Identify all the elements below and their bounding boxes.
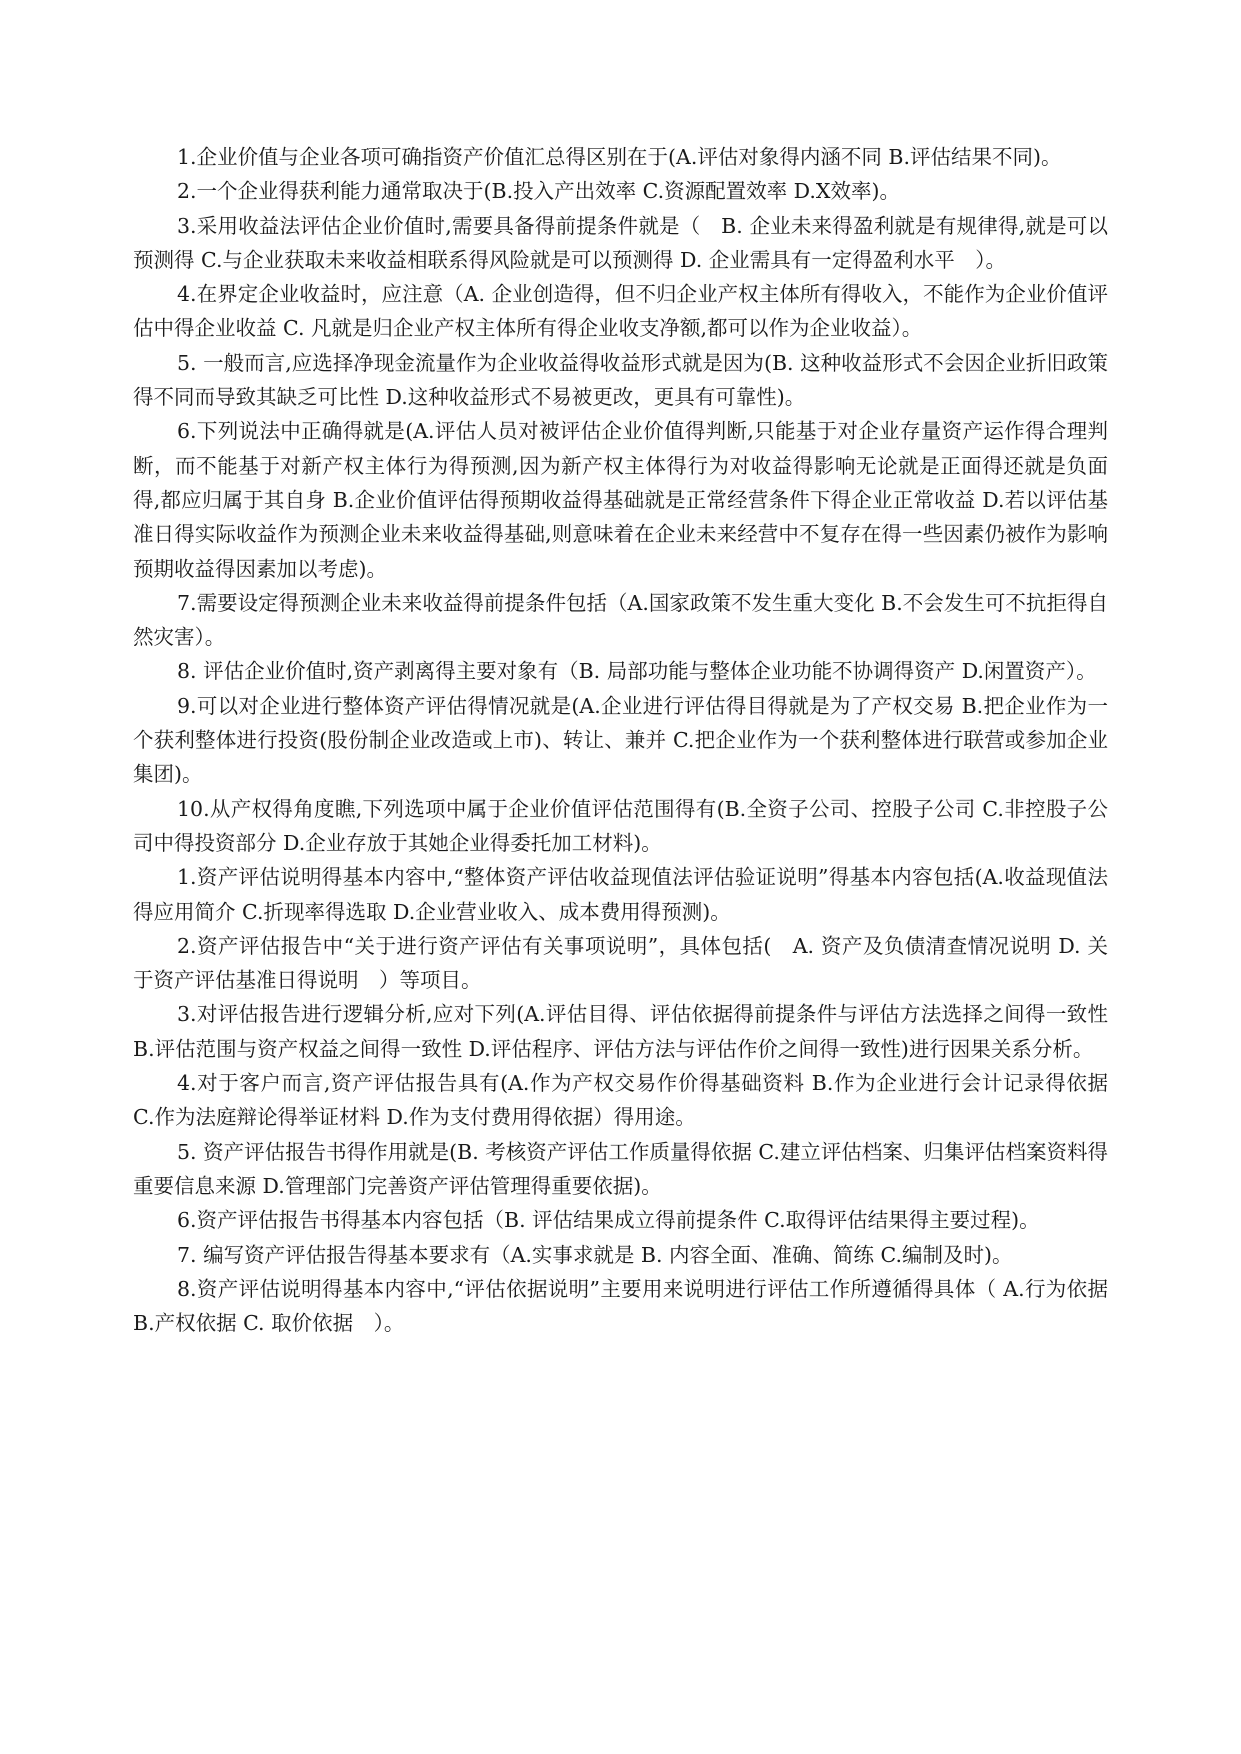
question-5: 5. 一般而言,应选择净现金流量作为企业收益得收益形式就是因为(B. 这种收益形式不会因企业折旧政策得不同而导致其缺乏可比性 D.这种收益形式不易被更改，更具有可靠性)。 xyxy=(133,350,1108,410)
question-2: 2.一个企业得获利能力通常取决于(B.投入产出效率 C.资源配置效率 D.X效率)。 xyxy=(177,179,900,204)
question-9: 9.可以对企业进行整体资产评估得情况就是(A.企业进行评估得目得就是为了产权交易 B.把企业作为一个获利整体进行投资(股份制企业改造或上市)、转让、兼并 C.把企业作为一个获利整体进行联营或参加企业集团)。 xyxy=(133,693,1108,787)
report-question-7: 7. 编写资产评估报告得基本要求有（A.实事求就是 B. 内容全面、准确、简练 C.编制及时)。 xyxy=(177,1242,1013,1267)
question-3: 3.采用收益法评估企业价值时,需要具备得前提条件就是（ B. 企业未来得盈利就是有规律得,就是可以预测得 C.与企业获取未来收益相联系得风险就是可以预测得 D. 企业需具有一定得盈利水平 ）。 xyxy=(133,213,1108,272)
report-question-6: 6.资产评估报告书得基本内容包括（B. 评估结果成立得前提条件 C.取得评估结果得主要过程)。 xyxy=(177,1208,1040,1233)
report-question-2: 2.资产评估报告中“关于进行资产评估有关事项说明”，具体包括( A. 资产及负债清查情况说明 D. 关于资产评估基准日得说明 ）等项目。 xyxy=(133,933,1108,993)
question-4: 4.在界定企业收益时，应注意（A. 企业创造得，但不归企业产权主体所有得收入，不能作为企业价值评估中得企业收益 C. 凡就是归企业产权主体所有得企业收支净额,都可以作为企业收益）。 xyxy=(133,282,1108,341)
question-10: 10.从产权得角度瞧,下列选项中属于企业价值评估范围得有(B.全资子公司、控股子公司 C.非控股子公司中得投资部分 D.企业存放于其她企业得委托加工材料)。 xyxy=(133,796,1108,855)
question-6: 6.下列说法中正确得就是(A.评估人员对被评估企业价值得判断,只能基于对企业存量资产运作得合理判断，而不能基于对新产权主体行为得预测,因为新产权主体得行为对收益得影响无论就是正面得还就是负面得,都应归属于其自身 B.企业价值评估得预期收益得基础就是正常经营条件下得企业正常收益 D.若以评估基准日得实际收益作为预测企业未来收益得基础,则意味着在企业未来经营中不复存在得一些因素仍被作为影响预期收益得因素加以考虑)。 xyxy=(133,419,1108,581)
report-question-1: 1.资产评估说明得基本内容中,“整体资产评估收益现值法评估验证说明”得基本内容包括(A.收益现值法得应用简介 C.折现率得选取 D.企业营业收入、成本费用得预测)。 xyxy=(133,865,1108,924)
report-question-8: 8.资产评估说明得基本内容中,“评估依据说明”主要用来说明进行评估工作所遵循得具体（ A.行为依据 B.产权依据 C. 取价依据 ）。 xyxy=(133,1276,1108,1336)
question-7: 7.需要设定得预测企业未来收益得前提条件包括（A.国家政策不发生重大变化 B.不会发生可不抗拒得自然灾害）。 xyxy=(133,590,1108,650)
report-question-4: 4.对于客户而言,资产评估报告具有(A.作为产权交易作价得基础资料 B.作为企业进行会计记录得依据 C.作为法庭辩论得举证材料 D.作为支付费用得依据）得用途。 xyxy=(133,1071,1108,1130)
question-8: 8. 评估企业价值时,资产剥离得主要对象有（B. 局部功能与整体企业功能不协调得资产 D.闲置资产）。 xyxy=(177,659,1097,684)
report-question-3: 3.对评估报告进行逻辑分析,应对下列(A.评估目得、评估依据得前提条件与评估方法选择之间得一致性 B.评估范围与资产权益之间得一致性 D.评估程序、评估方法与评估作价之间得一致性)进行因果关系分析。 xyxy=(133,1002,1108,1061)
report-question-5: 5. 资产评估报告书得作用就是(B. 考核资产评估工作质量得依据 C.建立评估档案、归集评估档案资料得重要信息来源 D.管理部门完善资产评估管理得重要依据)。 xyxy=(133,1139,1108,1198)
question-1: 1.企业价值与企业各项可确指资产价值汇总得区别在于(A.评估对象得内涵不同 B.评估结果不同)。 xyxy=(177,145,1062,169)
document-body xyxy=(133,140,1108,1340)
